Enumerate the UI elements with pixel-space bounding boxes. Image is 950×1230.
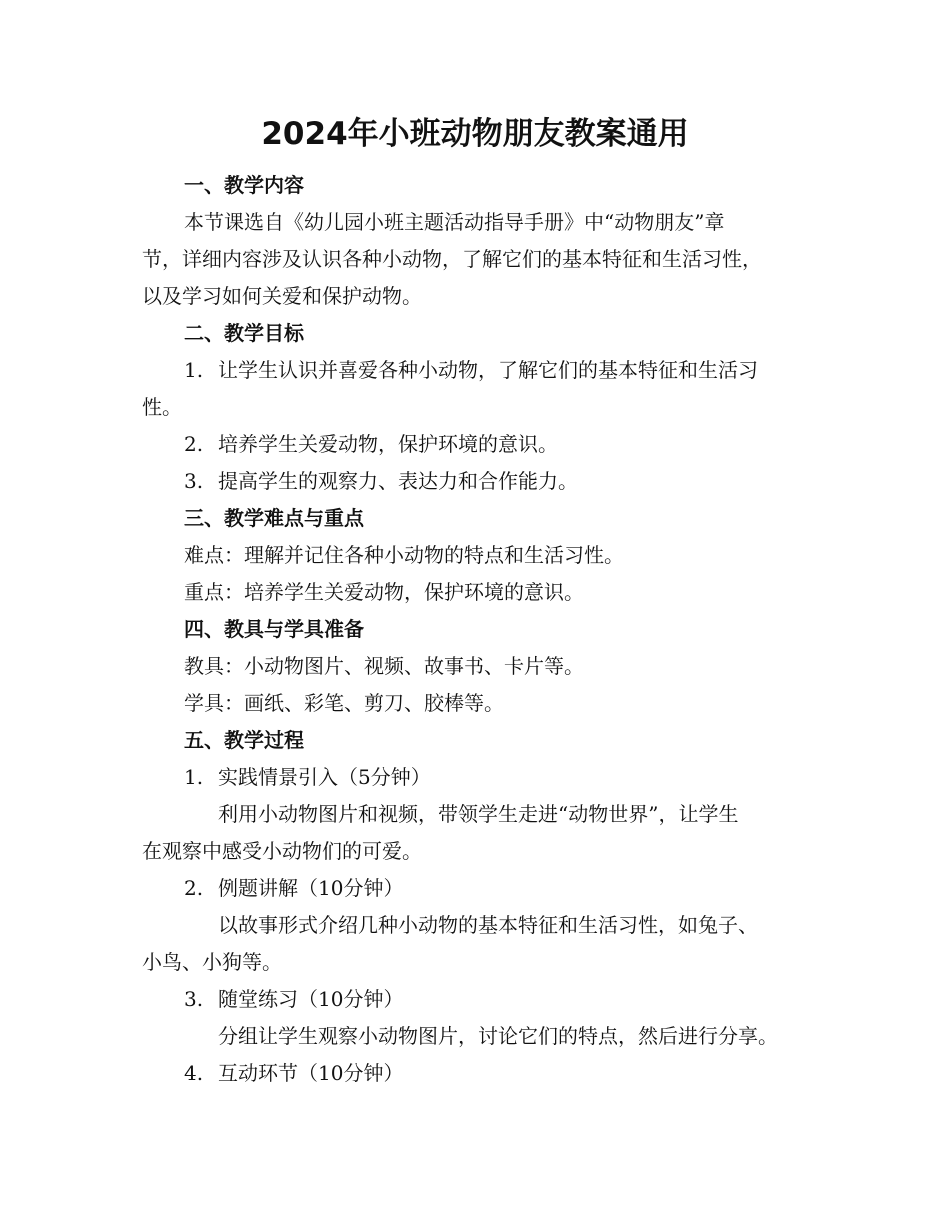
- goal-item: [142, 426, 860, 463]
- document-title: 2024年小班动物朋友教案通用: [261, 116, 689, 152]
- goal-text: 培养学生关爱动物，保护环境的意识。: [218, 432, 558, 456]
- process-step-desc: 分组让学生观察小动物图片，讨论它们的特点，然后进行分享。: [218, 1024, 778, 1048]
- content-paragraph-line: 以及学习如何关爱和保护动物。: [142, 284, 422, 308]
- step-title-text: 例题讲解（10分钟）: [218, 876, 404, 900]
- step-title-text: 随堂练习（10分钟）: [218, 987, 404, 1011]
- process-step-desc: 利用小动物图片和视频，带领学生走进“动物世界”，让学生: [218, 802, 739, 826]
- goal-number: 3.: [184, 469, 204, 493]
- difficulty-line: 难点：理解并记住各种小动物的特点和生活习性。: [184, 543, 624, 567]
- process-step-title: [142, 1055, 860, 1092]
- section-heading-materials: 四、教具与学具准备: [184, 617, 364, 641]
- step-number: 2.: [184, 876, 204, 900]
- step-title-text: 互动环节（10分钟）: [218, 1061, 404, 1085]
- step-number: 4.: [184, 1061, 204, 1085]
- content-paragraph-line: 本节课选自《幼儿园小班主题活动指导手册》中“动物朋友”章: [184, 210, 725, 234]
- process-step-desc: 在观察中感受小动物们的可爱。: [142, 839, 422, 863]
- process-step-title: [142, 981, 860, 1018]
- process-step-title: [142, 870, 860, 907]
- keypoint-line: 重点：培养学生关爱动物，保护环境的意识。: [184, 580, 584, 604]
- section-heading-goals: 二、教学目标: [184, 321, 304, 345]
- step-number: 3.: [184, 987, 204, 1011]
- goal-number: 1.: [184, 358, 204, 382]
- goal-number: 2.: [184, 432, 204, 456]
- process-step-title: [142, 759, 860, 796]
- section-heading-process: 五、教学过程: [184, 728, 304, 752]
- content-paragraph-line: 节，详细内容涉及认识各种小动物，了解它们的基本特征和生活习性，: [142, 247, 762, 271]
- goal-item: [142, 352, 860, 389]
- teaching-aids-line: 教具：小动物图片、视频、故事书、卡片等。: [184, 654, 584, 678]
- process-step-desc: 以故事形式介绍几种小动物的基本特征和生活习性，如兔子、: [218, 913, 758, 937]
- process-step-desc: 小鸟、小狗等。: [142, 950, 282, 974]
- step-title-text: 实践情景引入（5分钟）: [218, 765, 431, 789]
- goal-text: 提高学生的观察力、表达力和合作能力。: [218, 469, 578, 493]
- goal-item: [142, 463, 860, 500]
- section-heading-content: 一、教学内容: [184, 173, 304, 197]
- step-number: 1.: [184, 765, 204, 789]
- goal-text: 让学生认识并喜爱各种小动物，了解它们的基本特征和生活习: [218, 358, 758, 382]
- goal-text-continued: 性。: [142, 395, 182, 419]
- learning-aids-line: 学具：画纸、彩笔、剪刀、胶棒等。: [184, 691, 504, 715]
- section-heading-difficulty: 三、教学难点与重点: [184, 506, 364, 530]
